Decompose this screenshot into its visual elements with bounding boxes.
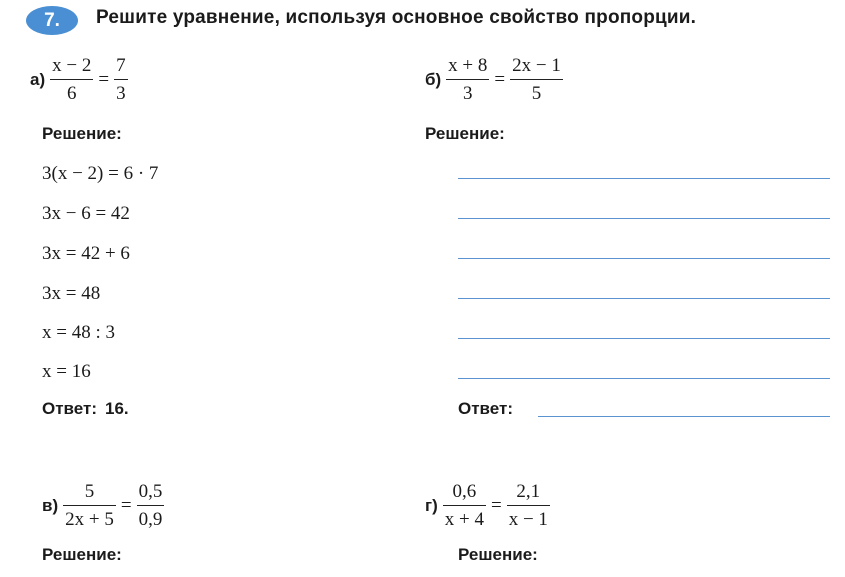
fraction-g-left-numerator: 0,6 — [452, 481, 477, 502]
fraction-g-right-numerator: 2,1 — [516, 481, 541, 502]
fraction-a-left-denominator: 6 — [50, 79, 93, 103]
fraction-v-right-denominator: 0,9 — [137, 505, 165, 529]
solution-label-b: Решение: — [425, 124, 505, 143]
fraction-v-left-denominator: 2x + 5 — [63, 505, 116, 529]
answer-a — [42, 399, 129, 419]
solution-step-1: 3(x − 2) = 6 · 7 — [42, 163, 159, 184]
fraction-g-left-denominator: x + 4 — [443, 505, 486, 529]
problem-b-letter: б) — [425, 69, 442, 89]
solution-step-2: 3x − 6 = 42 — [42, 203, 130, 224]
fraction-b-right-denominator: 5 — [510, 79, 563, 103]
solution-label-g: Решение: — [458, 545, 538, 564]
problem-v-letter: в) — [42, 495, 59, 515]
fraction-a-right — [114, 56, 128, 103]
equals-sign: = — [120, 494, 132, 516]
answer-line-b-3[interactable] — [458, 258, 830, 259]
solution-step-6: x = 16 — [42, 361, 91, 382]
fraction-g-right — [507, 482, 550, 529]
fraction-v-right — [137, 482, 165, 529]
equation-v — [42, 482, 164, 529]
fraction-b-right-numerator: 2x − 1 — [512, 55, 561, 76]
fraction-v-left-numerator: 5 — [84, 481, 95, 502]
answer-line-b-5[interactable] — [458, 338, 830, 339]
equals-sign: = — [494, 68, 506, 90]
answer-label-b: Ответ: — [458, 399, 513, 418]
answer-line-b-4[interactable] — [458, 298, 830, 299]
answer-line-b-1[interactable] — [458, 178, 830, 179]
task-number: 7. — [44, 9, 60, 31]
fraction-v-left — [63, 482, 116, 529]
answer-value-a: 16. — [105, 399, 129, 418]
fraction-g-right-denominator: x − 1 — [507, 505, 550, 529]
solution-step-4: 3x = 48 — [42, 283, 101, 304]
problem-a-letter: а) — [30, 69, 46, 89]
fraction-b-right — [510, 56, 563, 103]
fraction-a-left-numerator: x − 2 — [52, 55, 92, 76]
answer-label-a: Ответ: — [42, 399, 97, 418]
task-number-badge — [26, 6, 78, 35]
equation-g — [425, 482, 550, 529]
fraction-b-left-numerator: x + 8 — [448, 55, 488, 76]
equals-sign: = — [98, 68, 110, 90]
answer-field-b[interactable] — [538, 416, 830, 417]
answer-line-b-2[interactable] — [458, 218, 830, 219]
fraction-a-right-denominator: 3 — [114, 79, 128, 103]
equation-b — [425, 56, 563, 103]
solution-label-v: Решение: — [42, 545, 122, 564]
answer-line-b-6[interactable] — [458, 378, 830, 379]
fraction-g-left — [443, 482, 486, 529]
fraction-a-right-numerator: 7 — [116, 55, 126, 76]
solution-label-a: Решение: — [42, 124, 122, 143]
fraction-b-left-denominator: 3 — [446, 79, 489, 103]
fraction-b-left — [446, 56, 489, 103]
problem-g-letter: г) — [425, 495, 438, 515]
task-instruction: Решите уравнение, используя основное свойство пропорции. — [96, 7, 697, 28]
fraction-v-right-numerator: 0,5 — [138, 481, 163, 502]
equation-a — [30, 56, 128, 103]
solution-step-3: 3x = 42 + 6 — [42, 243, 130, 264]
fraction-a-left — [50, 56, 93, 103]
solution-step-5: x = 48 : 3 — [42, 322, 115, 343]
equals-sign: = — [490, 494, 502, 516]
